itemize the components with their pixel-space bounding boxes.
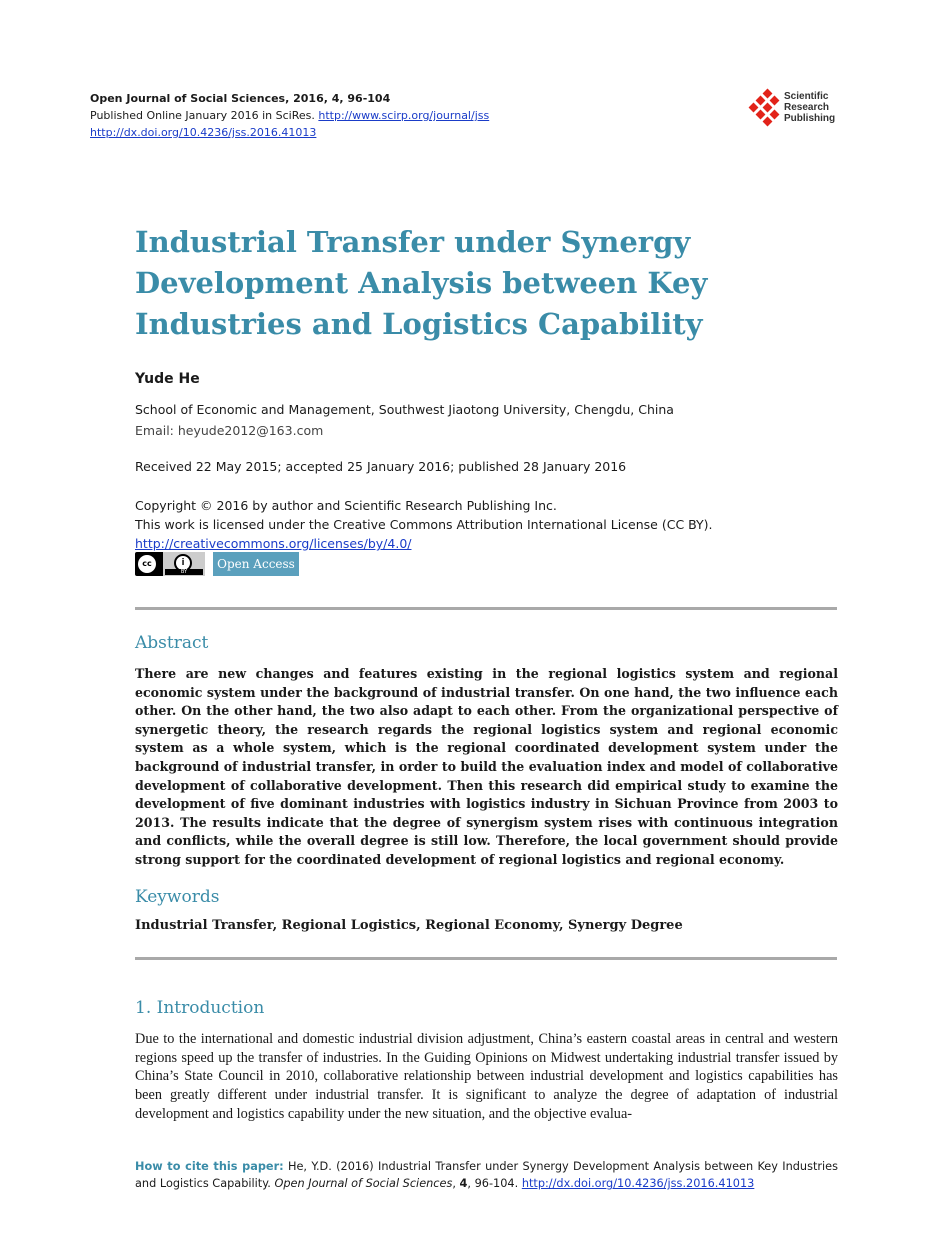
- journal-line: Open Journal of Social Sciences, 2016, 4, 96-104: [90, 92, 391, 105]
- doi-link[interactable]: http://dx.doi.org/10.4236/jss.2016.41013: [90, 126, 317, 139]
- abstract-text: There are new changes and features existing in the regional logistics system and regional economic system under the background of industrial transfer. On one hand, the two influence each other. On the other hand, the two also adapt to each other. From the organizational perspective of synergetic theory, the research regards the regional logistics system and regional economic system as a whole system, which is the regional coordinated development system under the background of industrial transfer, in order to build the evaluation index and model of collaborative development of collaborative development. Then this research did empirical study to examine the development of five dominant industries with logistics industry in Sichuan Province from 2003 to 2013. The results indicate that the degree of synergism system rises with continuous integration and conflicts, while the overall degree is still low. Therefore, the local government should provide strong support for the coordinated development of regional logistics and regional economy.: [135, 666, 838, 867]
- by-icon: i BY: [163, 552, 205, 576]
- license-link[interactable]: http://creativecommons.org/licenses/by/4.0/: [135, 536, 412, 551]
- published-line: [90, 107, 489, 124]
- citation-doi-link[interactable]: http://dx.doi.org/10.4236/jss.2016.41013: [521, 1177, 755, 1190]
- logo-line-3: Publishing: [784, 113, 836, 124]
- title-line-2: Development Analysis between Key: [135, 266, 708, 300]
- citation-journal: Open Journal of Social Sciences: [274, 1177, 453, 1190]
- citation-volume: 4: [459, 1177, 468, 1190]
- citation-label: How to cite this paper:: [135, 1160, 284, 1173]
- citation-sep: ,: [452, 1177, 460, 1190]
- introduction-text: Due to the international and domestic industrial division adjustment, China’s eastern coastal areas in central and western regions speed up the transfer of industries. In the Guiding Opinions on Midwest undertaking industrial transfer issued by China’s State Council in 2010, collaborative relationship between industrial development and logistics capabilities has been greatly different under industrial transfer. It is significant to analyze the degree of adaptation of industrial development and logistics capability under the new situation, and the objective evalua-: [135, 1031, 838, 1122]
- introduction-heading: 1. Introduction: [135, 998, 265, 1018]
- divider-bottom: [135, 957, 837, 960]
- divider-top: [135, 607, 837, 610]
- journal-link[interactable]: http://www.scirp.org/journal/jss: [318, 109, 490, 122]
- keywords-text: Industrial Transfer, Regional Logistics, Regional Economy, Synergy Degree: [135, 918, 683, 933]
- cc-icon: cc: [138, 555, 156, 573]
- citation-pages: , 96-104.: [467, 1177, 522, 1190]
- copyright-line: Copyright © 2016 by author and Scientific Research Publishing Inc.: [135, 498, 557, 513]
- paper-title: [135, 222, 835, 345]
- journal-header: [90, 90, 489, 141]
- logo-line-2: Research: [784, 102, 830, 113]
- published-prefix: Published Online January 2016 in SciRes.: [90, 109, 319, 122]
- cc-by-badge[interactable]: [135, 552, 205, 576]
- title-line-3: Industries and Logistics Capability: [135, 307, 703, 341]
- keywords-heading: Keywords: [135, 887, 220, 907]
- citation-block: [135, 1158, 838, 1192]
- citation-text: He, Y.D. (2016) Industrial Transfer under Synergy Development Analysis between Key Industries and Logistics Capability.: [135, 1160, 839, 1190]
- logo-line-1: Scientific: [784, 91, 829, 102]
- publication-dates: Received 22 May 2015; accepted 25 January 2016; published 28 January 2016: [135, 459, 627, 474]
- logo-wordmark: [784, 91, 835, 124]
- scirp-diamonds-icon: [744, 88, 784, 130]
- copyright-block: [135, 496, 713, 553]
- title-line-1: Industrial Transfer under Synergy: [135, 225, 691, 259]
- author-email: Email: heyude2012@163.com: [135, 423, 324, 438]
- license-line: This work is licensed under the Creative Commons Attribution International License (CC BY).: [135, 517, 713, 532]
- author-name: Yude He: [135, 371, 200, 387]
- publisher-logo: [744, 88, 854, 130]
- open-access-badge[interactable]: Open Access: [213, 552, 299, 576]
- abstract-heading: Abstract: [135, 633, 209, 653]
- author-affiliation: School of Economic and Management, Southwest Jiaotong University, Chengdu, China: [135, 402, 674, 417]
